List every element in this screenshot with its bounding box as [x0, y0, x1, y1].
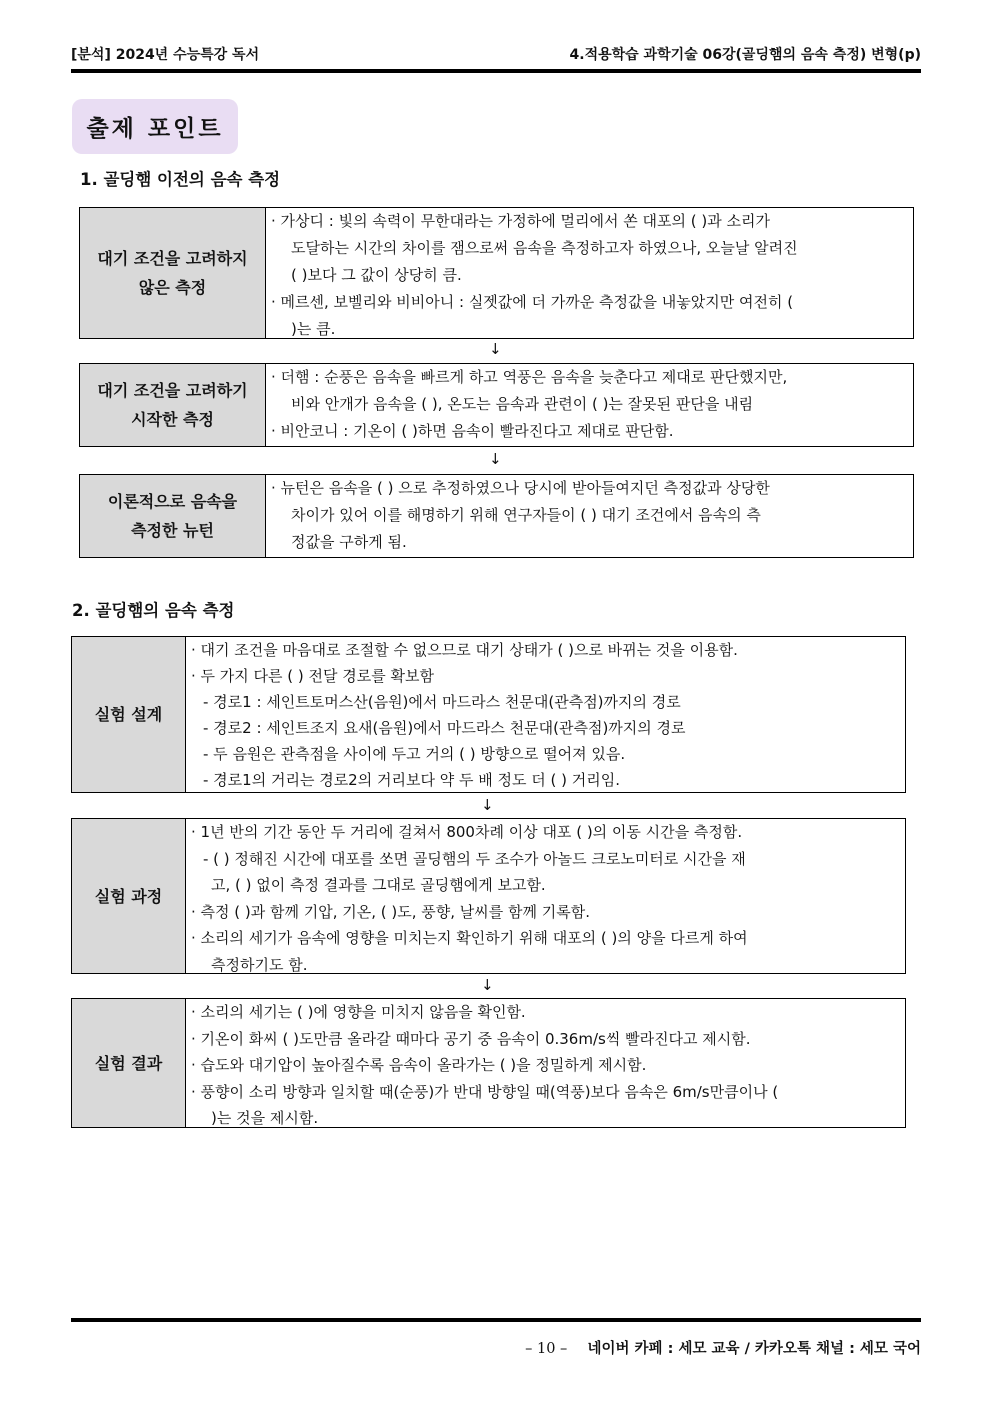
- content-line: · 비안코니 : 기온이 ( )하면 음속이 빨라진다고 제대로 판단함.: [271, 422, 674, 440]
- content-line: · 가상디 : 빛의 속력이 무한대라는 가정하에 멀리에서 쏜 대포의 ( )과 소리가: [271, 212, 770, 230]
- content-line: - 두 음원은 관측점을 사이에 두고 거의 ( ) 방향으로 떨어져 있음.: [203, 745, 626, 763]
- s1-box-2-label-line: 대기 조건을 고려하기: [97, 381, 248, 400]
- content-line: · 더햄 : 순풍은 음속을 빠르게 하고 역풍은 음속을 늦춘다고 제대로 판단했지만,: [271, 368, 788, 386]
- s1-box-1-content: [266, 208, 913, 338]
- content-line: - 경로1의 거리는 경로2의 거리보다 약 두 배 정도 더 ( ) 거리임.: [203, 771, 620, 789]
- s2-box-process-label: 실험 과정: [72, 819, 186, 973]
- s1-box-1: [79, 207, 914, 339]
- section2-title: 2. 골딩햄의 음속 측정: [72, 601, 235, 620]
- content-line: · 풍향이 소리 방향과 일치할 때(순풍)가 반대 방향일 때(역풍)보다 음속은 6m/s만큼이나 (: [191, 1082, 779, 1101]
- section1-title: 1. 골딩햄 이전의 음속 측정: [80, 170, 281, 189]
- content-line: 고, ( ) 없이 측정 결과를 그대로 골딩햄에게 보고함.: [211, 876, 546, 894]
- content-line: 차이가 있어 이를 해명하기 위해 연구자들이 ( ) 대기 조건에서 음속의 측: [291, 506, 761, 524]
- content-line: - ( ) 정해진 시간에 대포를 쏘면 골딩햄의 두 조수가 아놀드 크로노미터로 시간을 재: [203, 849, 746, 868]
- content-line: 정값을 구하게 됨.: [291, 533, 407, 551]
- s1-box-2-content: [266, 364, 913, 446]
- flow-arrow-icon: ↓: [481, 976, 494, 994]
- content-line: · 1년 반의 기간 동안 두 거리에 걸쳐서 800차례 이상 대포 ( )의 이동 시간을 측정함.: [191, 823, 743, 841]
- content-line: ( )보다 그 값이 상당히 큼.: [291, 266, 462, 284]
- content-line: · 측정 ( )과 함께 기압, 기온, ( )도, 풍향, 날씨를 함께 기록함.: [191, 902, 591, 921]
- s2-box-result-label: 실험 결과: [72, 999, 186, 1127]
- content-line: - 경로1 : 세인트토머스산(음원)에서 마드라스 천문대(관측점)까지의 경로: [203, 693, 681, 711]
- page-header: [71, 42, 921, 64]
- s2-box-result: [71, 998, 906, 1128]
- s2-box-result-content: [186, 999, 905, 1127]
- content-line: - 경로2 : 세인트조지 요새(음원)에서 마드라스 천문대(관측점)까지의 경로: [203, 719, 686, 737]
- s1-box-3-label-line: 측정한 뉴턴: [131, 521, 214, 540]
- content-line: · 기온이 화씨 ( )도만큼 올라갈 때마다 공기 중 음속이 0.36m/s씩 빨라진다고 제시함.: [191, 1029, 751, 1048]
- s1-box-1-label: [80, 208, 266, 338]
- content-line: )는 큼.: [291, 320, 336, 338]
- content-line: 비와 안개가 음속을 ( ), 온도는 음속과 관련이 ( )는 잘못된 판단을 내림: [291, 395, 754, 413]
- content-line: · 습도와 대기압이 높아질수록 음속이 올라가는 ( )을 정밀하게 제시함.: [191, 1056, 647, 1074]
- footer-channel-text: 네이버 카페 : 세모 교육 / 카카오톡 채널 : 세모 국어: [587, 1341, 921, 1357]
- s2-box-process: [71, 818, 906, 974]
- section-badge: 출제 포인트: [72, 99, 238, 154]
- content-line: · 소리의 세기는 ( )에 영향을 미치지 않음을 확인함.: [191, 1003, 526, 1021]
- content-line: · 두 가지 다른 ( ) 전달 경로를 확보함: [191, 667, 434, 685]
- content-line: 도달하는 시간의 차이를 잼으로써 음속을 측정하고자 하였으나, 오늘날 알려진: [291, 239, 798, 257]
- s1-box-3-label: [80, 475, 266, 557]
- content-line: · 대기 조건을 마음대로 조절할 수 없으므로 대기 상태가 ( )으로 바뀌는 것을 이용함.: [191, 641, 738, 659]
- page-footer: [525, 1337, 921, 1358]
- s1-box-3-content: [266, 475, 913, 557]
- s2-box-design-content: [186, 637, 905, 792]
- flow-arrow-icon: ↓: [489, 450, 502, 468]
- page-number: – 10 –: [525, 1341, 568, 1357]
- s1-box-1-label-line: 않은 측정: [138, 278, 207, 297]
- s1-box-1-label-line: 대기 조건을 고려하지: [97, 249, 248, 268]
- s1-box-2-label: [80, 364, 266, 446]
- s1-box-2: [79, 363, 914, 447]
- s1-box-2-label-line: 시작한 측정: [131, 410, 214, 429]
- flow-arrow-icon: ↓: [481, 796, 494, 814]
- content-line: · 메르센, 보벨리와 비비아니 : 실젯값에 더 가까운 측정값을 내놓았지만 여전히 (: [271, 293, 794, 311]
- content-line: )는 것을 제시함.: [211, 1109, 319, 1127]
- s2-box-design: [71, 636, 906, 793]
- s2-box-design-label: 실험 설계: [72, 637, 186, 792]
- content-line: · 뉴턴은 음속을 ( ) 으로 추정하였으나 당시에 받아들여지던 측정값과 상당한: [271, 479, 770, 497]
- s1-box-3: [79, 474, 914, 558]
- footer-rule: [71, 1318, 921, 1322]
- flow-arrow-icon: ↓: [489, 340, 502, 358]
- header-rule: [71, 69, 921, 73]
- header-left-title: [분석] 2024년 수능특강 독서: [71, 47, 260, 63]
- content-line: · 소리의 세기가 음속에 영향을 미치는지 확인하기 위해 대포의 ( )의 양을 다르게 하여: [191, 929, 748, 947]
- s1-box-3-label-line: 이론적으로 음속을: [107, 492, 238, 511]
- s2-box-process-content: [186, 819, 905, 973]
- content-line: 측정하기도 함.: [211, 955, 308, 974]
- header-right-title: 4.적용학습 과학기술 06강(골딩햄의 음속 측정) 변형(p): [569, 47, 921, 63]
